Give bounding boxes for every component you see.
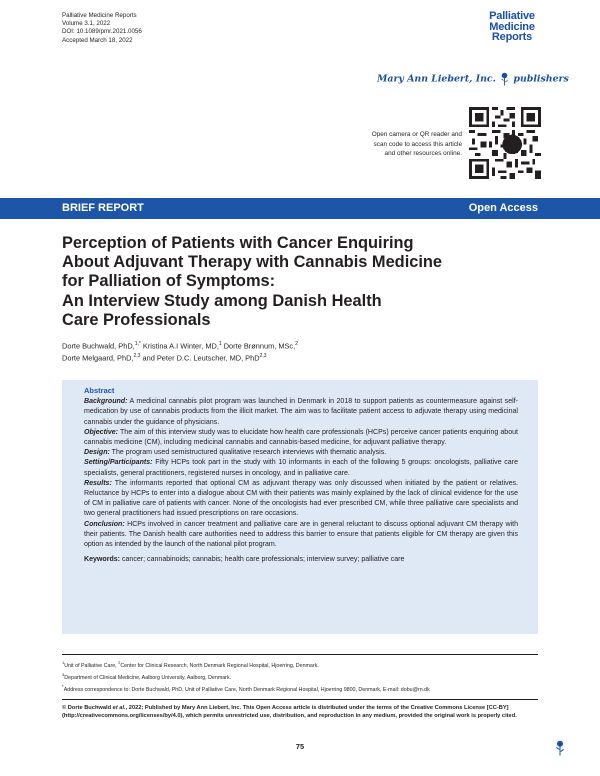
publisher-name: Mary Ann Liebert, Inc. <box>377 73 496 85</box>
author-affiliation-sup: 2,3 <box>259 353 267 360</box>
license-text: , 2022; Published by Mary Ann Liebert, Inc. This Open Access article is distributed under the terms of the Creative Commons License [CC-BY] (http://creativecommons.org/licenses/by/4.0), which permits unrestricted use, distribution, and reproduction in any medium, provided the original work is properly cited. <box>62 705 517 720</box>
license-divider <box>62 699 538 700</box>
author-affiliation-sup: 2 <box>295 341 298 347</box>
correspondence-sup: * <box>62 684 64 689</box>
article-title <box>62 234 532 330</box>
abstract-background <box>84 397 518 428</box>
section-text: HCPs involved in cancer treatment and palliative care are in general reluctant to discuss optional adjuvant CM therapy with their patients. The Danish health care authorities need to address this barrier to ensure that patients eligible for CM therapy are given this option as intended by the launch of the national pilot program. <box>84 520 518 549</box>
section-label: Objective: <box>84 428 119 436</box>
journal-meta <box>62 12 142 45</box>
affiliation-text: Unit of Palliative Care, <box>64 662 119 669</box>
abstract-objective <box>84 428 518 448</box>
section-text: Fifty HCPs took part in the study with 10 informants in each of the following 5 groups: oncologists, palliative care specialists, general practitioners, registered nurses in oncology, and in palliative care. <box>84 459 518 477</box>
author-affiliation-sup: 2,3 <box>133 353 141 360</box>
abstract-design <box>84 448 518 458</box>
license-text: © Dorte Buchwald <box>62 705 113 711</box>
correspondence <box>62 683 538 695</box>
publisher-logo <box>377 72 569 86</box>
title-line: About Adjuvant Therapy with Cannabis Medicine <box>62 253 443 272</box>
rose-icon <box>500 72 509 86</box>
author-name: Kristina A.I Winter, MD, <box>140 341 219 351</box>
section-label: Conclusion: <box>84 520 125 528</box>
affiliation-text: Department of Clinical Medicine, Aalborg University, Aalborg, Denmark. <box>64 674 232 681</box>
abstract-keywords <box>84 555 518 565</box>
section-label: Background: <box>84 398 128 406</box>
journal-volume: Volume 3.1, 2022 <box>62 20 111 28</box>
affiliation-sup: 3 <box>62 671 65 677</box>
abstract-conclusion <box>84 520 518 551</box>
qr-caption <box>330 130 462 159</box>
qr-caption-line: Open camera or QR reader and <box>371 131 462 138</box>
journal-name: Palliative Medicine Reports <box>62 12 137 19</box>
abstract-results <box>84 479 518 520</box>
affiliation-sup: 1 <box>62 660 65 665</box>
accepted-date: Accepted March 18, 2022 <box>62 36 133 44</box>
section-label: Setting/Participants: <box>84 459 153 467</box>
correspondence-text: Address correspondence to: Dorte Buchwald, PhD, Unit of Palliative Care, North Denmark Regional Hospital, Hjoerring 9800, Denmark, E-mail: dobu@rn.dk <box>63 686 430 693</box>
abstract-box <box>62 380 538 634</box>
abstract-setting <box>84 458 518 478</box>
section-text: The program used semistructured qualitative research interviews with thematic analysis. <box>109 449 387 457</box>
section-label: Design: <box>84 449 110 457</box>
section-text: The informants reported that optional CM as adjuvant therapy was only discussed when initiated by the patient or relatives. Reluctance by HCPs to enter into a dialogue about CM with their patients was mainly explained by the lack of clinical evidence for the use of CM in palliative care of patients with cancer. None of the oncologists had ever prescribed CM, while three palliative care specialists and two general practitioners had issued prescriptions on rare occasions. <box>84 479 518 518</box>
affiliation-sup: 2 <box>118 660 121 665</box>
section-text: A medicinal cannabis pilot program was launched in Denmark in 2018 to support patients as countermeasure against self-medication by use of cannabis products from the illicit market. The aim was to facilitate patient access to adjuvate therapy using medicinal cannabis under the guidance of physicians. <box>84 398 518 426</box>
logo-line-2: Medicine <box>489 20 535 33</box>
doi[interactable]: DOI: 10.1089/pmr.2021.0056 <box>62 28 142 36</box>
keywords-text: cancer; cannabinoids; cannabis; health care professionals; interview survey; palliative care <box>120 556 405 564</box>
article-type-label: BRIEF REPORT <box>62 202 144 214</box>
title-line: Perception of Patients with Cancer Enquiring <box>62 234 414 252</box>
qr-caption-line: and other resources online. <box>384 150 462 158</box>
author-name: Dorte Melgaard, PhD, <box>62 353 134 363</box>
logo-line-1: Palliative <box>489 10 535 22</box>
author-name: and Peter D.C. Leutscher, MD, PhD <box>140 353 260 363</box>
title-line: Care Professionals <box>62 310 211 329</box>
license-statement <box>62 704 538 721</box>
open-access-label: Open Access <box>468 202 538 214</box>
abstract-heading: Abstract <box>84 386 115 395</box>
title-line: An Interview Study among Danish Health <box>62 291 382 310</box>
qr-caption-line: scan code to access this article <box>373 140 462 148</box>
rose-icon <box>555 740 565 756</box>
author-list <box>62 339 532 364</box>
author-name: Dorte Brønnum, MSc, <box>221 341 296 351</box>
page-number: 75 <box>295 742 305 751</box>
abstract-content <box>84 386 518 565</box>
affiliations <box>62 659 538 682</box>
publisher-suffix: publishers <box>513 73 569 85</box>
author-affiliation-sup: 1,* <box>134 341 141 347</box>
journal-logo <box>482 11 542 43</box>
footnote-divider <box>62 654 538 655</box>
qr-code-icon[interactable] <box>469 107 541 179</box>
title-line: for Palliation of Symptoms: <box>62 272 276 291</box>
section-label: Results: <box>84 479 112 487</box>
keywords-label: Keywords: <box>84 556 121 564</box>
section-text: The aim of this interview study was to elucidate how health care professionals (HCPs) perceive cancer patients enquiring about cannabis medicine (CM), including medicinal cannabis and cannabis-based medicine, for adjuvant palliative therapy. <box>84 428 518 447</box>
license-etal: et al. <box>112 705 126 711</box>
affiliation-text: Center for Clinical Research, North Denmark Regional Hospital, Hjoerring, Denmark. <box>120 662 319 669</box>
logo-line-3: Reports <box>491 31 533 43</box>
author-affiliation-sup: 1 <box>218 341 222 347</box>
author-name: Dorte Buchwald, PhD, <box>62 341 135 351</box>
